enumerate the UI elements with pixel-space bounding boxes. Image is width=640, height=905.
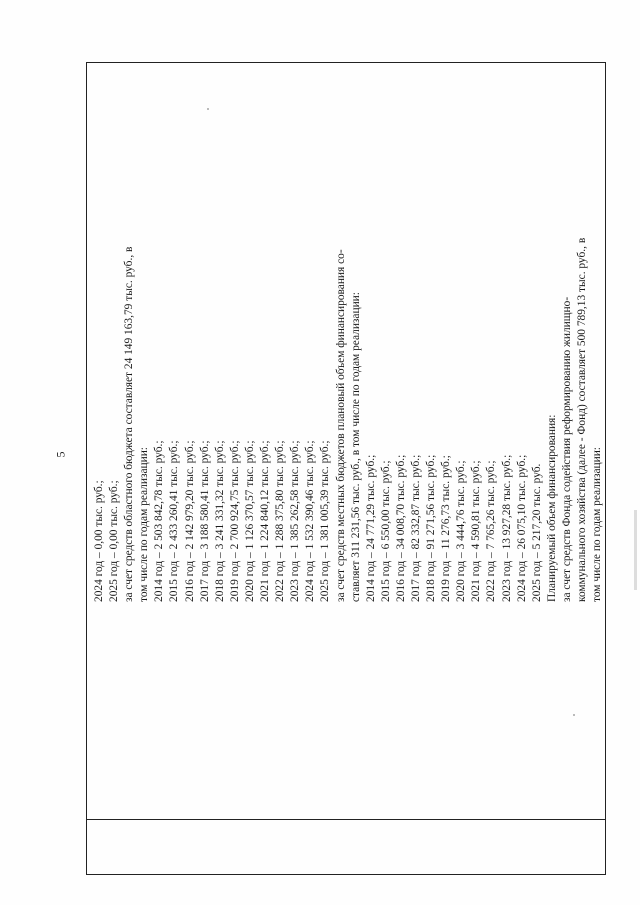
text-line: 2022 год – 7 765,26 тыс. руб.;	[485, 460, 498, 602]
text-line: 2014 год – 24 771,29 тыс. руб.;	[364, 454, 377, 602]
text-line: 2015 год – 2 433 260,41 тыс. руб.;	[168, 440, 181, 602]
text-line: 2016 год – 2 142 979,20 тыс. руб.;	[183, 440, 196, 602]
text-line: 2014 год – 2 503 842,78 тыс. руб.;	[153, 440, 166, 602]
text-line: 2021 год – 4 590,81 тыс. руб.;	[470, 460, 483, 602]
document-table	[86, 62, 606, 875]
text-line: 2020 год – 1 126 370,57 тыс. руб.;	[243, 440, 256, 602]
text-line: за счет средств Фонда содействия реформированию жилищно-	[560, 296, 573, 602]
text-line: 2024 год – 26 075,10 тыс. руб.;	[515, 454, 528, 602]
text-line: Планируемый объем финансирования:	[545, 414, 558, 602]
scan-mark	[634, 510, 637, 590]
text-line: том числе по годам реализации:	[138, 447, 151, 602]
scan-mark	[207, 108, 209, 110]
text-line: ставляет 311 231,56 тыс. руб., в том числе по годам реализации:	[349, 292, 362, 602]
text-line: том числе по годам реализации:	[591, 447, 604, 602]
scan-mark	[573, 714, 575, 716]
text-line: за счет средств местных бюджетов плановый объем финансирования со-	[334, 249, 347, 602]
text-line: 2025 год – 1 381 005,39 тыс. руб.;	[319, 440, 332, 602]
text-line: 2017 год – 3 188 580,41 тыс. руб.;	[198, 440, 211, 602]
text-line: за счет средств областного бюджета составляет 24 149 163,79 тыс. руб., в	[123, 246, 136, 602]
text-line: коммунального хозяйства (далее - Фонд) составляет 500 789,13 тыс. руб., в	[576, 237, 588, 602]
text-line: 2024 год – 1 532 390,46 тыс. руб.;	[304, 440, 317, 602]
text-line: 2016 год – 34 008,70 тыс. руб.;	[394, 454, 407, 602]
text-line: 2025 год – 5 217,20 тыс. руб.	[530, 463, 543, 602]
text-line: 2018 год – 3 241 331,32 тыс. руб.;	[213, 440, 226, 602]
text-line: 2024 год – 0,00 тыс. руб.;	[93, 480, 105, 602]
text-line: 2015 год – 6 550,00 тыс. руб.;	[379, 460, 392, 602]
text-line: 2021 год – 1 224 840,12 тыс. руб.;	[259, 440, 272, 602]
text-line: 2023 год – 1 385 262,58 тыс. руб.;	[289, 440, 302, 602]
text-line: 2019 год – 2 700 924,75 тыс. руб.;	[228, 440, 241, 602]
text-line: 2025 год – 0,00 тыс. руб.;	[108, 480, 121, 602]
text-line: 2019 год – 11 276,73 тыс. руб.;	[440, 455, 453, 602]
text-line: 2017 год – 82 332,87 тыс. руб.;	[409, 454, 422, 602]
text-line: 2018 год – 91 271,56 тыс. руб.;	[425, 454, 438, 602]
text-line: 2023 год – 13 927,28 тыс. руб.;	[500, 454, 513, 602]
page-number: 5	[53, 451, 68, 458]
financing-text-cell	[87, 66, 605, 602]
text-line: 2022 год – 1 288 375,80 тыс. руб.;	[274, 440, 287, 602]
text-line: 2020 год – 3 444,76 тыс. руб.;	[455, 460, 468, 602]
